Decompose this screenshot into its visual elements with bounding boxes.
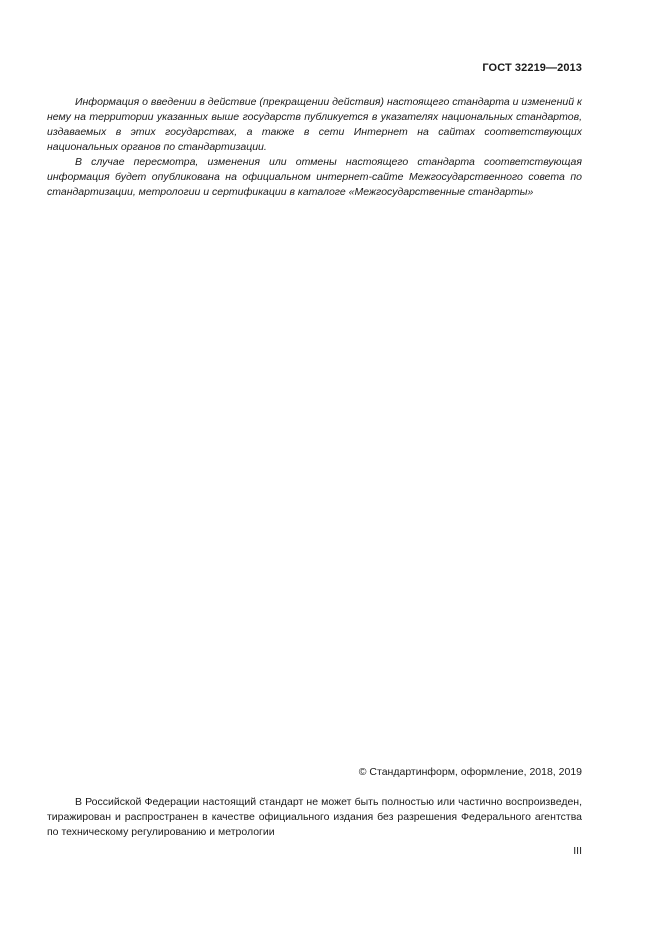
copyright-line: © Стандартинформ, оформление, 2018, 2019 (358, 766, 582, 778)
notice-paragraph-publication: Информация о введении в действие (прекращении действия) настоящего стандарта и изменений к нему на территории указанных выше государств публикуется в указателях национальных стандартов, издаваемых в этих государствах, а также в сети Интернет на сайтах соответствующих национальных органов по стандартизации. (47, 96, 582, 153)
notice-block (47, 95, 582, 200)
standard-id-header: ГОСТ 32219—2013 (482, 62, 582, 74)
legal-notice (47, 795, 582, 840)
notice-paragraph-revision: В случае пересмотра, изменения или отмены настоящего стандарта соответствующая информация будет опубликована на официальном интернет-сайте Межгосударственного совета по стандартизации, метрологии и сертификации в каталоге «Межгосударственные стандарты» (47, 156, 582, 198)
legal-notice-text: В Российской Федерации настоящий стандарт не может быть полностью или частично воспроизведен, тиражирован и распространен в качестве официального издания без разрешения Федерального агентства по техническому регулированию и метрологии (47, 796, 582, 838)
page-number: III (573, 845, 582, 857)
